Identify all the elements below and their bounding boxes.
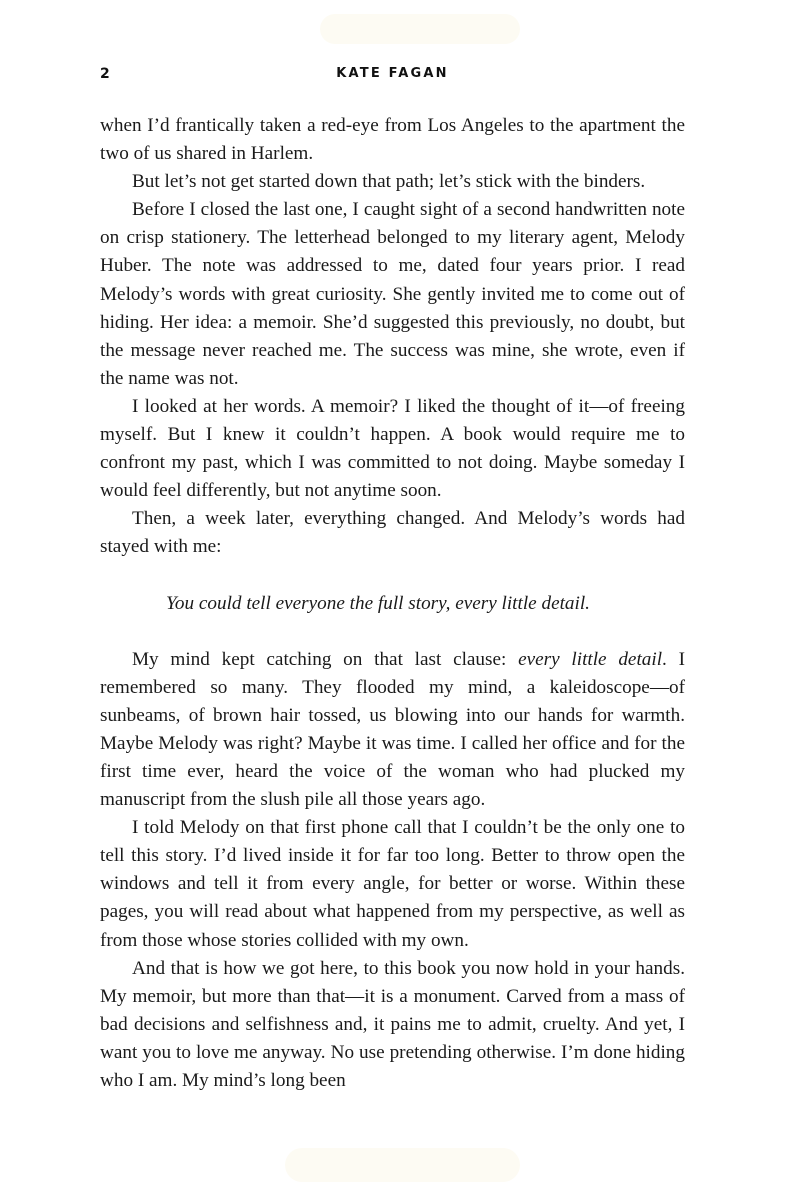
paragraph-4: I looked at her words. A memoir? I liked the thought of it—of freeing myself. But I knew it couldn’t happen. A book would require me to confront my past, which I was committed to not doing. Maybe someday I would feel differently, but not anytime soon. [100,395,685,502]
paragraph-6-text-b: . I remembered so many. They flooded my mind, a kaleidoscope—of sunbeams, of brown hair tossed, us blowing into our hands for warmth. Maybe Melody was right? Maybe it was time. I called her office and for the first time ever, heard the voice of the woman who had plucked my manuscript from the slush pile all those years ago. [100,648,685,811]
paragraph-5: Then, a week later, everything changed. And Melody’s words had stayed with me: [100,508,685,558]
paragraph-7: I told Melody on that first phone call that I couldn’t be the only one to tell this story. I’d lived inside it for far too long. Better to throw open the windows and tell it from every angle, for better or worse. Within these pages, you will read about what happened from my perspective, as well as from those whose stories collided with my own. [100,817,685,951]
page-header [100,66,685,86]
faded-watermark-top [320,14,520,44]
paragraph-6 [100,646,685,815]
paragraph-1: when I’d frantically taken a red-eye from Los Angeles to the apartment the two of us shared in Harlem. [100,115,685,165]
paragraph-2: But let’s not get started down that path; let’s stick with the binders. [132,171,646,193]
body-text [100,112,685,1095]
paragraph-8: And that is how we got here, to this book you now hold in your hands. My memoir, but more than that—it is a monument. Carved from a mass of bad decisions and selfishness and, it pains me to admit, cruelty. And yet, I want you to love me anyway. No use pretending otherwise. I’m done hiding who I am. My mind’s long been [100,957,685,1091]
faded-watermark-bottom [285,1148,520,1182]
paragraph-6-emphasis: every little detail [518,648,663,670]
paragraph-3: Before I closed the last one, I caught sight of a second handwritten note on crisp stationery. The letterhead belonged to my literary agent, Melody Huber. The note was addressed to me, dated four years prior. I read Melody’s words with great curiosity. She gently invited me to come out of hiding. Her idea: a memoir. She’d suggested this previously, no doubt, but the message never reached me. The success was mine, she wrote, even if the name was not. [100,199,685,389]
block-quote: You could tell everyone the full story, every little detail. [166,592,590,614]
running-head-author: KATE FAGAN [336,66,449,81]
paragraph-6-text-a: My mind kept catching on that last clause: [132,648,519,670]
page-number: 2 [100,66,110,82]
